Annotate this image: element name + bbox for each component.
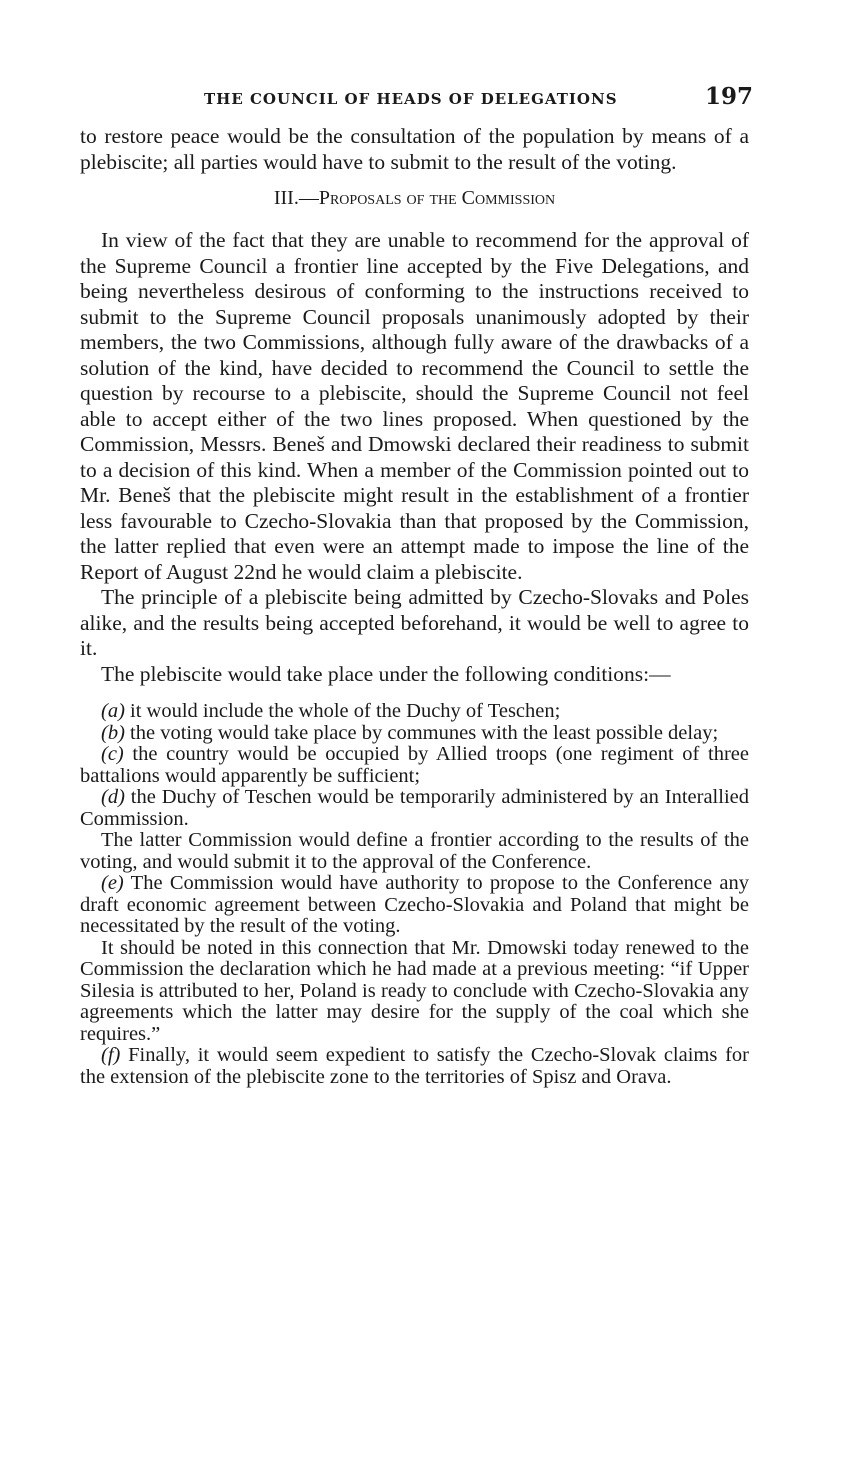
- condition-a: [80, 701, 749, 723]
- paragraph-principle: The principle of a plebiscite being admitted by Czecho-Slovaks and Poles alike, and the results being accepted beforehand, it would be well to agree to it.: [80, 585, 749, 660]
- condition-letter: (e): [101, 872, 124, 894]
- condition-text: The Commission would have authority to propose to the Conference any draft economic agreement between Czecho-Slovakia and Poland that might be necessitated by the result of the voting.: [80, 872, 749, 937]
- page-number: 197: [704, 83, 753, 110]
- condition-text: Finally, it would seem expedient to satisfy the Czecho-Slovak claims for the extension of the plebiscite zone to the territories of Spisz and Orava.: [80, 1044, 749, 1088]
- paragraph-conditions-intro: The plebiscite would take place under the following conditions:—: [101, 661, 671, 686]
- opening-paragraph: to restore peace would be the consultation of the population by means of a plebiscite; all parties would have to submit to the result of the voting.: [80, 124, 749, 174]
- condition-letter: (b): [101, 721, 125, 744]
- condition-text: it would include the whole of the Duchy of Teschen;: [124, 700, 561, 722]
- paragraph-recommendation: In view of the fact that they are unable to recommend for the approval of the Supreme Council a frontier line accepted by the Five Delegations, and being nevertheless desirous of conforming to the instructions received to submit to the Supreme Council proposals unanimously adopted by their members, the two Commissions, although fully aware of the drawbacks of a solution of the kind, have decided to recommend the Council to settle the question by recourse to a plebiscite, should the Supreme Council not feel able to accept either of the two lines proposed. When questioned by the Commission, Messrs. Beneš and Dmowski declared their readiness to submit to a decision of this kind. When a member of the Commission pointed out to Mr. Beneš that the plebiscite might result in the establishment of a frontier less favourable to Czecho-Slovakia than that proposed by the Commission, the latter replied that even were an attempt made to impose the line of the Report of August 22nd he would claim a plebiscite.: [80, 228, 749, 584]
- section-numeral: III.: [273, 187, 299, 209]
- condition-note: The latter Commission would define a frontier according to the results of the voting, and would submit it to the approval of the Conference.: [80, 829, 749, 873]
- condition-letter: (a): [101, 700, 125, 722]
- page-header: [80, 82, 753, 124]
- condition-b: [80, 723, 749, 745]
- running-head: THE COUNCIL OF HEADS OF DELEGATIONS: [204, 90, 618, 108]
- condition-f: [80, 1045, 749, 1088]
- condition-text: the Duchy of Teschen would be temporarily administered by an Interallied Commission.: [80, 786, 749, 830]
- condition-e: [80, 873, 749, 938]
- condition-letter: (d): [101, 786, 125, 808]
- section-title: Proposals of the Commission: [318, 187, 556, 209]
- dmowski-paragraph: It should be noted in this connection that Mr. Dmowski today renewed to the Commission the declaration which he had made at a previous meeting: “if Upper Silesia is attributed to her, Poland is ready to conclude with Czecho-Slovakia any agreements which the latter may desire for the supply of the coal which she requires.”: [80, 936, 749, 1045]
- condition-text: the country would be occupied by Allied troops (one regiment of three battalions would apparently be sufficient;: [80, 743, 749, 787]
- section-heading: [80, 187, 749, 210]
- section-dash: —: [298, 187, 319, 209]
- condition-c: [80, 744, 749, 787]
- book-page: [0, 82, 859, 1462]
- condition-d: [80, 787, 749, 830]
- condition-letter: (c): [101, 743, 124, 765]
- condition-text: the voting would take place by communes with the least possible delay;: [124, 721, 719, 744]
- condition-letter: (f): [101, 1044, 121, 1066]
